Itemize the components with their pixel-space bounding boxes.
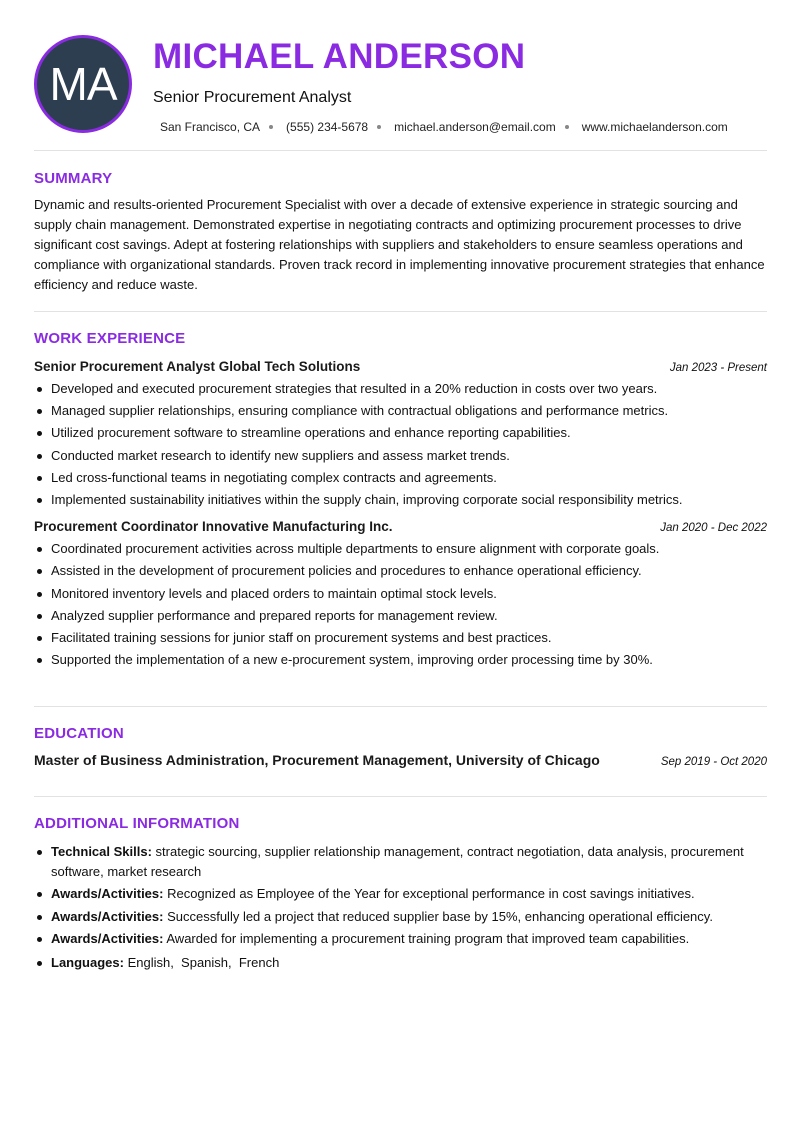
list-item: Managed supplier relationships, ensuring compliance with contractual obligations and performance metrics.	[34, 400, 767, 422]
contact-email[interactable]: michael.anderson@email.com	[394, 120, 556, 134]
list-item: Analyzed supplier performance and prepared reports for management review.	[34, 605, 767, 627]
summary-section	[34, 170, 767, 295]
job-title: Senior Procurement Analyst Global Tech Solutions	[34, 359, 361, 374]
list-item: Led cross-functional teams in negotiating complex contracts and agreements.	[34, 467, 767, 489]
education-entry	[34, 752, 767, 768]
contact-info	[160, 120, 728, 134]
divider	[34, 150, 767, 151]
section-heading: ADDITIONAL INFORMATION	[34, 815, 240, 832]
candidate-title: Senior Procurement Analyst	[153, 89, 352, 106]
item-text: English, Spanish, French	[123, 954, 280, 970]
job-bullets	[34, 538, 767, 671]
experience-section	[34, 330, 767, 671]
list-item: Implemented sustainability initiatives within the supply chain, improving corporate social responsibility metrics.	[34, 489, 767, 511]
list-item: Assisted in the development of procurement policies and procedures to enhance operational efficiency.	[34, 560, 767, 582]
list-item: Supported the implementation of a new e-procurement system, improving order processing time by 30%.	[34, 649, 767, 671]
education-dates: Sep 2019 - Oct 2020	[660, 756, 767, 768]
list-item: Developed and executed procurement strategies that resulted in a 20% reduction in costs over two years.	[34, 378, 767, 400]
contact-website[interactable]: www.michaelanderson.com	[581, 120, 728, 134]
list-item	[34, 884, 767, 904]
job-bullets	[34, 378, 767, 511]
job-dates: Jan 2020 - Dec 2022	[660, 522, 767, 535]
candidate-name: MICHAEL ANDERSON	[153, 37, 526, 76]
item-text: Recognized as Employee of the Year for exceptional performance in cost savings initiatives.	[163, 886, 695, 902]
list-item	[34, 953, 767, 973]
degree: Master of Business Administration, Procurement Management, University of Chicago	[34, 752, 600, 768]
job-dates: Jan 2023 - Present	[669, 362, 767, 374]
list-item	[34, 842, 767, 882]
separator-dot	[377, 125, 381, 129]
contact-phone: (555) 234-5678	[286, 120, 369, 134]
item-label: Awards/Activities:	[51, 930, 164, 946]
education-section	[34, 725, 767, 768]
list-item	[34, 907, 767, 927]
list-item: Utilized procurement software to streamline operations and enhance reporting capabilities.	[34, 422, 767, 444]
list-item: Monitored inventory levels and placed orders to maintain optimal stock levels.	[34, 583, 767, 605]
list-item: Conducted market research to identify new suppliers and assess market trends.	[34, 445, 767, 467]
divider	[34, 706, 767, 707]
item-label: Technical Skills:	[51, 844, 152, 859]
item-text: Awarded for implementing a procurement training program that improved team capabilities.	[163, 930, 690, 946]
section-heading: EDUCATION	[34, 725, 124, 742]
list-item: Facilitated training sessions for junior staff on procurement systems and best practices.	[34, 627, 767, 649]
item-label: Awards/Activities:	[51, 908, 164, 924]
job-header	[34, 359, 767, 374]
summary-text: Dynamic and results-oriented Procurement Specialist with over a decade of extensive experience in strategic sourcing and supply chain management. Demonstrated expertise in negotiating contracts and optimizing procurement processes to drive significant cost savings. Adept at fostering relationships with suppliers and stakeholders to ensure seamless operations and compliance with organizational standards. Proven track record in implementing innovative procurement strategies that enhance efficiency and reduce waste.	[34, 197, 765, 292]
additional-section	[34, 815, 767, 975]
job-title: Procurement Coordinator Innovative Manufacturing Inc.	[34, 519, 393, 535]
job-header	[34, 519, 767, 534]
item-label: Languages:	[51, 954, 124, 970]
separator-dot	[565, 125, 569, 129]
list-item: Coordinated procurement activities across multiple departments to ensure alignment with corporate goals.	[34, 538, 767, 560]
list-item	[34, 929, 767, 949]
avatar	[34, 35, 132, 133]
item-text: strategic sourcing, supplier relationship management, contract negotiation, data analysis, procurement software, market research	[51, 844, 744, 879]
contact-location: San Francisco, CA	[160, 120, 261, 134]
avatar-initials: MA	[49, 58, 117, 110]
section-heading: WORK EXPERIENCE	[34, 330, 186, 347]
separator-dot	[269, 125, 273, 129]
additional-list	[34, 842, 767, 973]
item-text: Successfully led a project that reduced supplier base by 15%, enhancing operational efficiency.	[163, 908, 713, 924]
section-heading: SUMMARY	[34, 170, 113, 187]
divider	[34, 796, 767, 797]
item-label: Awards/Activities:	[51, 886, 164, 902]
divider	[34, 311, 767, 312]
